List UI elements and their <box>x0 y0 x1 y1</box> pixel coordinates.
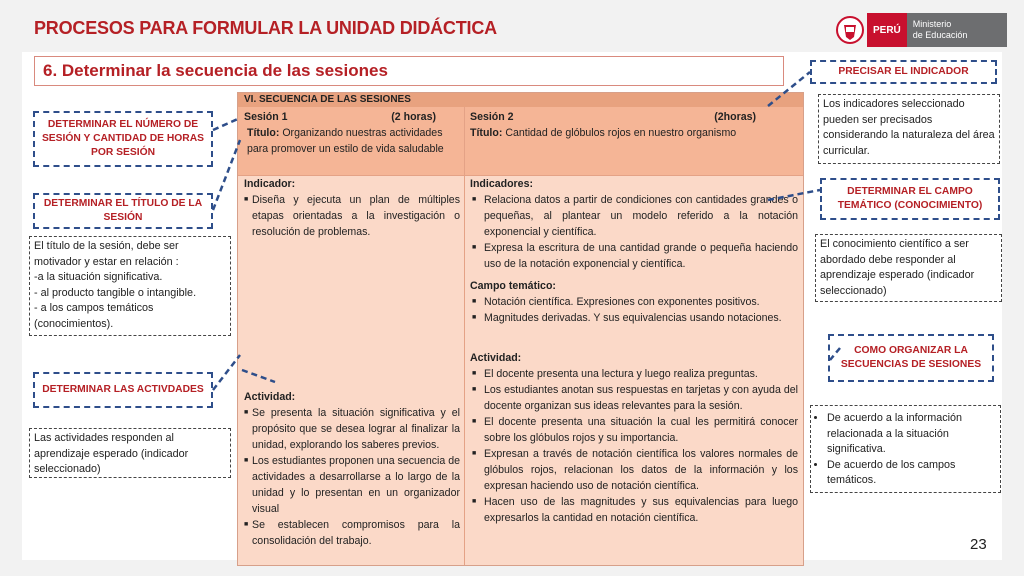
note-actividades: Las actividades responden al aprendizaje esperado (indicador seleccionado) <box>29 428 231 478</box>
list-item: ■ Se presenta la situación significativa y el propósito que se desea lograr al finalizar la unidad, explorando los saberes previos. <box>244 405 460 453</box>
list-item: ■ Se establecen compromisos para la consolidación del trabajo. <box>244 517 460 549</box>
table-header: VI. SECUENCIA DE LAS SESIONES <box>238 93 803 107</box>
note-line: -a la situación significativa. <box>34 271 163 283</box>
ministry-logo <box>833 13 1007 47</box>
list-item: ■ Relaciona datos a partir de condiciones con cantidades grandes o pequeñas, al plantear un modelo referido a la notación exponencial y científica. <box>470 192 798 240</box>
list-item: ■ Notación científica. Expresiones con exponentes positivos. <box>470 294 798 310</box>
note-line: - al producto tangible o intangible. <box>34 286 197 299</box>
list-item: ■ Magnitudes derivadas. Y sus equivalencias usando notaciones. <box>470 310 798 326</box>
list-item: ■ Expresa la escritura de una cantidad grande o pequeña haciendo uso de la notación exponencial y científica. <box>470 240 798 272</box>
page-title: PROCESOS PARA FORMULAR LA UNIDAD DIDÁCTICA <box>34 18 497 38</box>
callout-actividades: DETERMINAR LAS ACTIVDADES <box>33 372 213 408</box>
logo-peru-label: PERÚ <box>867 13 907 47</box>
note-line: El título de la sesión, debe ser motivador y estar en relación : <box>34 240 179 268</box>
logo-ministry-line2: de Educación <box>912 30 968 40</box>
session2-header <box>470 109 798 141</box>
seal-icon <box>833 13 867 47</box>
logo-ministry-label <box>907 13 1008 47</box>
list-item: ■ Los estudiantes proponen una secuencia de actividades a desarrollarse a lo largo de la unidad y lo presentan en un organizador visual <box>244 453 460 517</box>
callout-organizar-secuencias: COMO ORGANIZAR LA SECUENCIAS DE SESIONES <box>828 334 994 382</box>
session1-activities <box>244 389 460 549</box>
session2-indicators <box>470 176 798 272</box>
list-item: ■ El docente presenta una situación la cual les permitirá conocer sobre los glóbulos rojos y su importancia. <box>470 414 798 446</box>
logo-ministry-line1: Ministerio <box>912 19 952 29</box>
session2-indicator-label: Indicadores: <box>470 178 533 190</box>
list-item: • De acuerdo a la información relacionada a la situación significativa. <box>827 411 996 458</box>
list-item: ■ Hacen uso de las magnitudes y sus equivalencias para luego expresarlos la cantidad en notación científica. <box>470 494 798 526</box>
note-line: - a los campos temáticos (conocimientos). <box>34 302 154 330</box>
page-number: 23 <box>970 536 987 553</box>
callout-precisar-indicador: PRECISAR EL INDICADOR <box>810 60 997 84</box>
sessions-table <box>237 92 804 566</box>
session2-title-text: Cantidad de glóbulos rojos en nuestro organismo <box>505 127 737 139</box>
list-item: • De acuerdo de los campos temáticos. <box>827 458 996 489</box>
session1-indicator-label: Indicador: <box>244 178 296 190</box>
note-precisar-indicador: Los indicadores seleccionado pueden ser precisados considerando la naturaleza del área curricular. <box>818 94 1000 164</box>
note-organizar-secuencias <box>810 405 1001 493</box>
session2-activity-label: Actividad: <box>470 352 522 364</box>
list-item: ■ El docente presenta una lectura y luego realiza preguntas. <box>470 366 798 382</box>
list-item: ■ Los estudiantes anotan sus respuestas en tarjetas y con ayuda del docente organizan sus ideas relevantes para la sesión. <box>470 382 798 414</box>
session1-name: Sesión 1 <box>244 111 288 123</box>
session1-hours: (2 horas) <box>391 111 436 123</box>
session1-activity-label: Actividad: <box>244 391 296 403</box>
session1-title-label: Título: <box>247 127 280 139</box>
session1-title-text: Organizando nuestras actividades para promover un estilo de vida saludable <box>247 127 444 155</box>
session2-hours: (2horas) <box>714 111 756 123</box>
callout-numero-sesion: DETERMINAR EL NÚMERO DE SESIÓN Y CANTIDAD DE HORAS POR SESIÓN <box>33 111 213 167</box>
session2-name: Sesión 2 <box>470 111 514 123</box>
section-title: 6. Determinar la secuencia de las sesiones <box>34 56 784 86</box>
session2-field-label: Campo temático: <box>470 280 556 292</box>
callout-campo-tematico: DETERMINAR EL CAMPO TEMÁTICO (CONOCIMIENTO) <box>820 178 1000 220</box>
session2-fields <box>470 278 798 326</box>
callout-titulo-sesion: DETERMINAR EL TÍTULO DE LA SESIÓN <box>33 193 213 229</box>
session2-title-label: Título: <box>470 127 503 139</box>
list-item: ■ Expresan a través de notación científica los valores normales de glóbulos rojos, relacionan los datos de la información y los expresan haciendo uso de notación científica. <box>470 446 798 494</box>
session1-header <box>244 109 460 157</box>
list-item: ■ Diseña y ejecuta un plan de múltiples etapas orientadas a la investigación o resolución de problemas. <box>244 192 460 240</box>
session1-indicators <box>244 176 460 240</box>
note-campo-tematico: El conocimiento científico a ser abordado debe responder al aprendizaje esperado (indicador seleccionado) <box>815 234 1002 302</box>
session2-activities <box>470 350 798 526</box>
note-titulo-sesion <box>29 236 231 336</box>
